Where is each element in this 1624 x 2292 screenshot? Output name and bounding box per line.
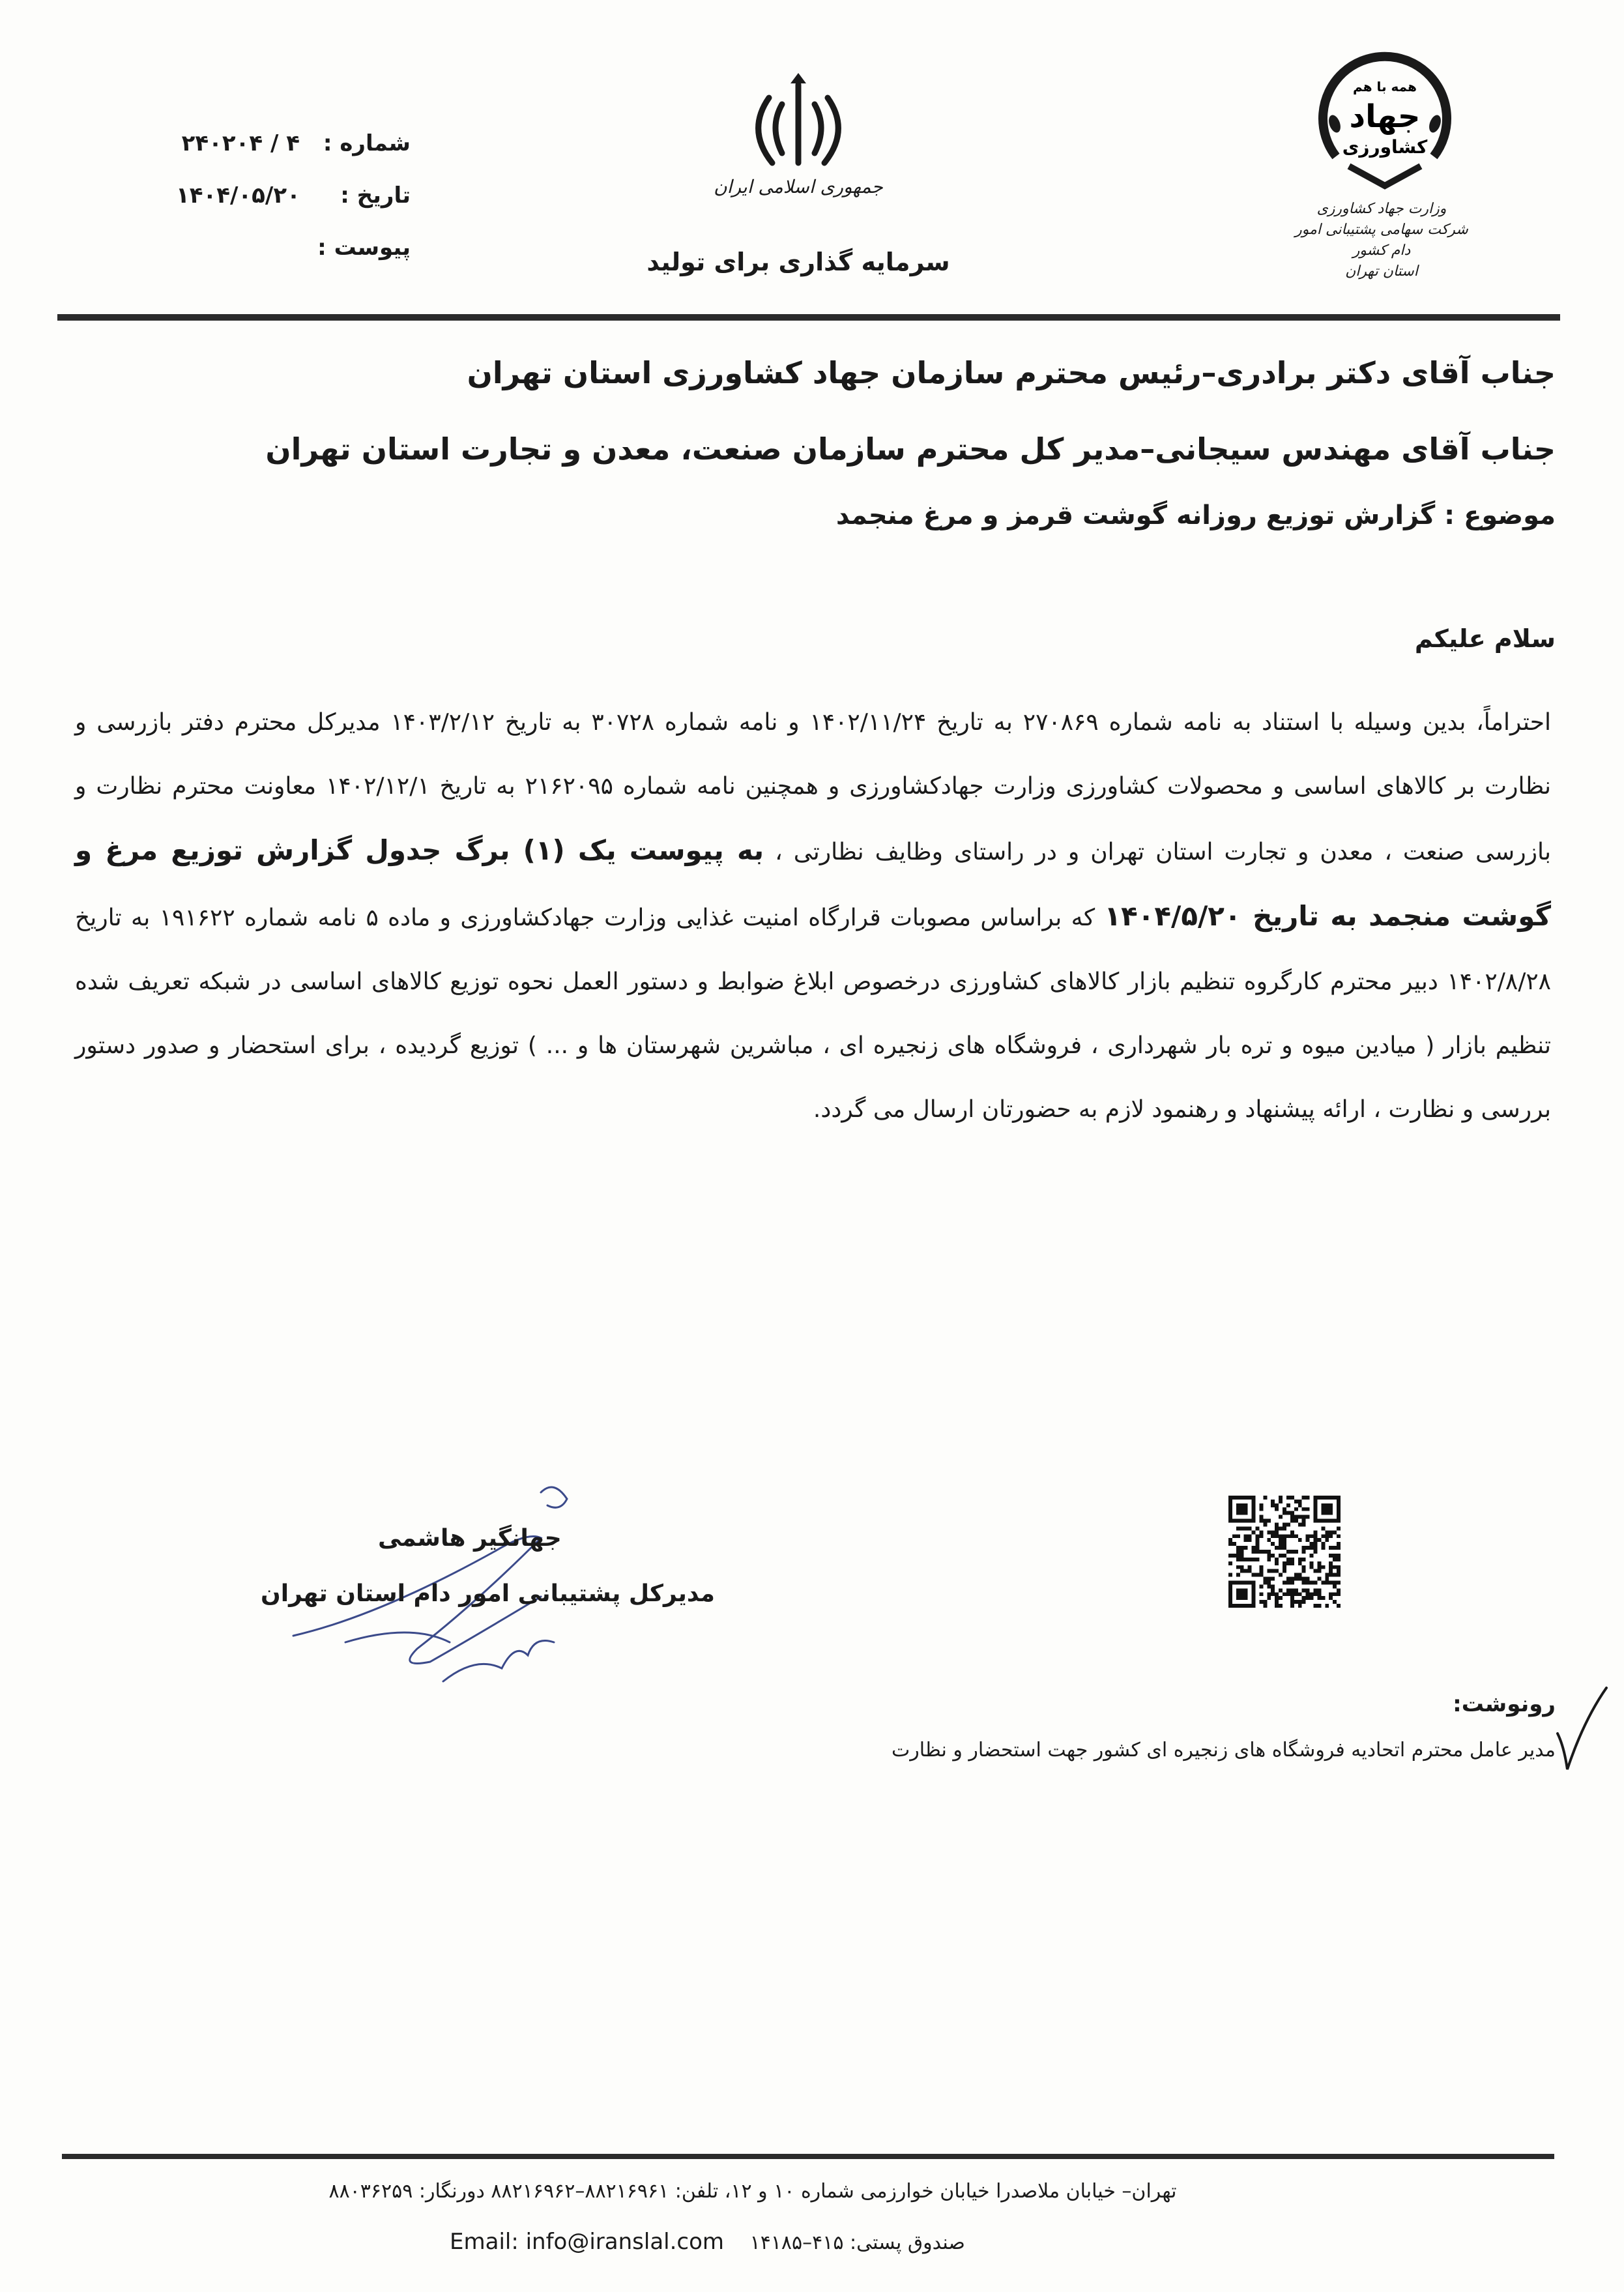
footer-divider: [62, 2154, 1554, 2159]
letter-date-value: ۱۴۰۴/۰۵/۲۰: [176, 182, 300, 209]
emblem-caption: جمهوری اسلامی ایران: [714, 176, 883, 197]
footer-email: Email: info@iranslal.com: [450, 2229, 725, 2255]
slogan: سرمایه گذاری برای تولید: [646, 248, 950, 276]
qr-code-icon: [1228, 1496, 1341, 1608]
recipient-line-1: جناب آقای دکتر برادری–رئیس محترم سازمان جهاد کشاورزی استان تهران: [467, 355, 1556, 390]
letter-number-label: شماره :: [323, 130, 411, 156]
logo-main-text: جهاد: [1349, 98, 1421, 135]
letter-date-label: تاریخ :: [340, 182, 411, 209]
logo-top-text: همه با هم: [1353, 79, 1417, 94]
footer-postal: صندوق پستی: ۴۱۵–۱۴۱۸۵: [749, 2231, 965, 2254]
subject-line: موضوع : گزارش توزیع روزانه گوشت قرمز و مرغ منجمد: [835, 500, 1556, 530]
header-divider: [57, 314, 1560, 321]
ministry-text: [1284, 199, 1479, 282]
checkmark-icon: [1551, 1681, 1610, 1779]
signer-name: جهانگیر هاشمی: [378, 1525, 562, 1552]
greeting: سلام علیکم: [1414, 624, 1556, 653]
logo-sub-text: کشاورزی: [1342, 136, 1428, 158]
letter-number-row: [176, 117, 411, 169]
ministry-line-3: استان تهران: [1345, 263, 1418, 280]
body-part-1: احتراماً، بدین وسیله با استناد به نامه شماره ۲۷۰۸۶۹ به تاریخ ۱۴۰۲/۱۱/۲۴ و نامه شماره ۳۰۷۲۸ به تاریخ ۱۴۰۳/۲/۱۲ مدیرکل محترم دفتر بازرسی و نظارت بر کالاهای اساسی و محصولات کشاورزی وزارت جهادکشاورزی و همچنین نامه شماره ۲۱۶۲۰۹۵ به تاریخ ۱۴۰۲/۱۲/۱ معاونت محترم نظارت و بازرسی صنعت ، معدن و تجارت استان تهران و در راستای وظایف نظارتی ،: [75, 709, 1552, 865]
jihad-agriculture-logo-icon: [1310, 46, 1460, 196]
cc-item: مدیر عامل محترم اتحادیه فروشگاه های زنجیره ای کشور جهت استحضار و نظارت: [891, 1739, 1556, 1762]
letter-body: [75, 691, 1551, 1142]
letter-date-row: [176, 169, 411, 222]
body-bold-part: به پیوست یک (۱) برگ جدول گزارش توزیع مرغ و گوشت منجمد به تاریخ ۱۴۰۴/۵/۲۰: [75, 834, 1551, 932]
ministry-line-1: وزارت جهاد کشاورزی: [1316, 201, 1447, 217]
footer-address: تهران– خیابان ملاصدرا خیابان خوارزمی شماره ۱۰ و ۱۲، تلفن: ۸۸۲۱۶۹۶۱–۸۸۲۱۶۹۶۲ دورنگار: ۸۸۰۳۶۲۵۹: [328, 2180, 1177, 2203]
footer-contact: [450, 2229, 1101, 2255]
cc-label: رونوشت:: [1453, 1691, 1556, 1717]
body-part-2: که براساس مصوبات قرارگاه امنیت غذایی وزارت جهادکشاورزی و ماده ۵ نامه شماره ۱۹۱۶۲۲ به تاریخ ۱۴۰۲/۸/۲۸ دبیر محترم کارگروه تنظیم بازار کالاهای کشاورزی درخصوص ابلاغ ضوابط و دستور العمل نحوه توزیع کالاهای اساسی در شبکه تعریف شده تنظیم بازار ( میادین میوه و تره بار شهرداری ، فروشگاه های زنجیره ای ، مباشرین شهرستان ها و ... ) توزیع گردیده ، برای استحضار و صدور دستور بررسی و نظارت ، ارائه پیشنهاد و رهنمود لازم به حضورتان ارسال می گردد.: [75, 905, 1551, 1123]
letter-attachment-row: [176, 222, 411, 274]
letter-meta: [176, 117, 411, 274]
letter-attachment-label: پیوست :: [317, 235, 411, 261]
letter-number-value: ۴ / ۲۴۰۲۰۴: [181, 130, 300, 156]
signer-title: مدیرکل پشتیبانی امور دام استان تهران: [261, 1580, 715, 1607]
ministry-line-2: شرکت سهامی پشتیبانی امور دام کشور: [1295, 222, 1468, 259]
recipient-line-2: جناب آقای مهندس سیجانی–مدیر کل محترم سازمان صنعت، معدن و تجارت استان تهران: [265, 431, 1556, 467]
